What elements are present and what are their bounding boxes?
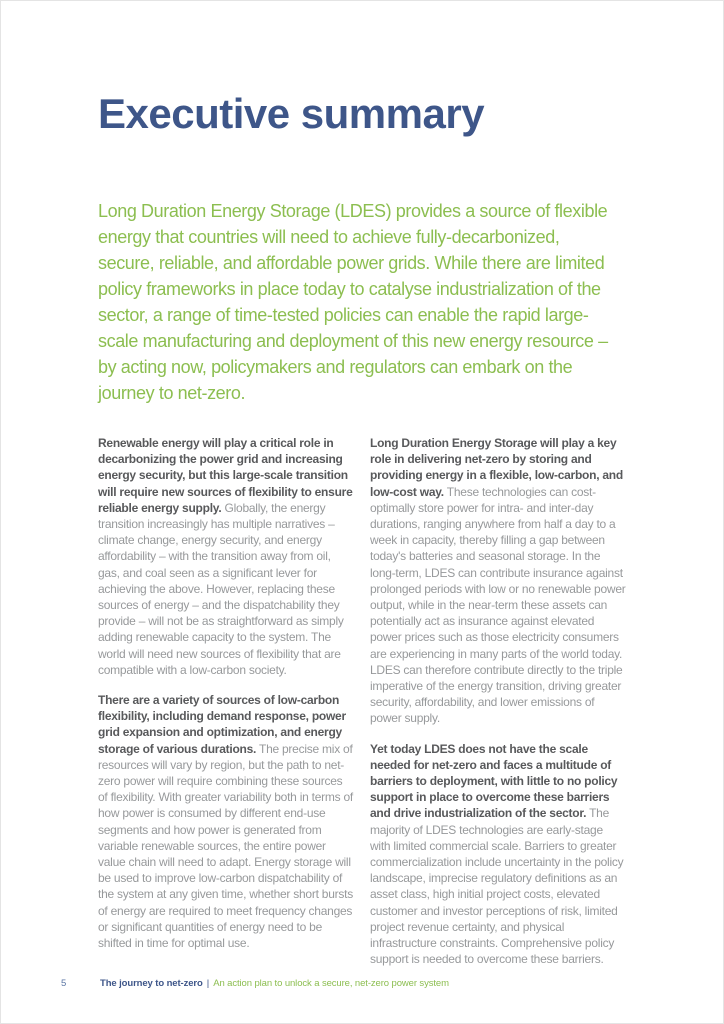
footer-separator: |	[206, 978, 210, 989]
footer-doc-line	[100, 978, 449, 990]
footer-doc-title: The journey to net-zero	[100, 978, 203, 989]
paragraph-text: The majority of LDES technologies are early-stage with limited commercial scale. Barriers to greater commercialization include uncertainty in the policy landscape, imprecise regulatory definitions as an asset class, high initial project costs, elevated customer and investor perceptions of risk, limited project revenue certainty, and physical infrastructure constraints. Comprehensive policy support is needed to overcome these barriers.	[370, 806, 624, 967]
left-column	[98, 435, 354, 982]
body-paragraph	[370, 741, 626, 968]
paragraph-lead: There are a variety of sources of low-carbon flexibility, including demand response, power grid expansion and optimization, and energy storage of various durations.	[98, 693, 346, 756]
intro-highlight-paragraph: Long Duration Energy Storage (LDES) provides a source of flexible energy that countries will need to achieve fully-decarbonized, secure, reliable, and affordable power grids. While there are limited policy frameworks in place today to catalyse industrialization of the sector, a range of time-tested policies can enable the rapid large-scale manufacturing and deployment of this new energy resource – by acting now, policymakers and regulators can embark on the journey to net-zero.	[98, 201, 608, 403]
right-column	[370, 435, 626, 982]
page-number: 5	[61, 978, 67, 989]
footer-doc-subtitle: An action plan to unlock a secure, net-zero power system	[213, 978, 449, 989]
paragraph-lead: Long Duration Energy Storage will play a key role in delivering net-zero by storing and providing energy in a flexible, low-carbon, and low-cost way.	[370, 436, 623, 499]
body-paragraph	[370, 435, 626, 727]
body-paragraph	[98, 692, 354, 951]
paragraph-text: These technologies can cost-optimally store power for intra- and inter-day durations, ranging anywhere from half a day to a week in capacity, thereby filling a gap between today's batteries and seasonal storage. In the long-term, LDES can contribute insurance against prolonged periods with low or no renewable power output, while in the near-term these assets can potentially act as insurance against elevated power prices such as those electricity consumers are experiencing in many parts of the world today. LDES can therefore contribute directly to the triple imperative of the energy transition, driving greater security, affordability, and lower emissions of power supply.	[370, 484, 626, 726]
body-columns	[98, 435, 626, 982]
paragraph-lead: Renewable energy will play a critical role in decarbonizing the power grid and increasing energy security, but this large-scale transition will require new sources of flexibility to ensure reliable energy supply.	[98, 436, 353, 515]
paragraph-text: The precise mix of resources will vary by region, but the path to net-zero power will require combining these sources of flexibility. With greater variability both in terms of how power is consumed by different end-use segments and how power is generated from variable renewable sources, the entire power value chain will need to adapt. Energy storage will be used to improve low-carbon dispatchability of the system at any given time, whether short bursts of energy are required to meet frequency changes or significant quantities of energy need to be shifted in time for optimal use.	[98, 741, 353, 951]
page-title: Executive summary	[98, 90, 485, 137]
paragraph-lead: Yet today LDES does not have the scale needed for net-zero and faces a multitude of barriers to deployment, with little to no policy support in place to overcome these barriers and drive industrialization of the sector.	[370, 741, 618, 821]
paragraph-text: Globally, the energy transition increasingly has multiple narratives – climate change, energy security, and energy affordability – with the transition away from oil, gas, and coal seen as a significant lever for achieving the above. However, replacing these sources of energy – and the dispatchability they provide – will not be as straightforward as simply adding renewable capacity to the system. The world will need new sources of flexibility that are compatible with a low-carbon society.	[98, 500, 344, 677]
body-paragraph	[98, 435, 354, 678]
